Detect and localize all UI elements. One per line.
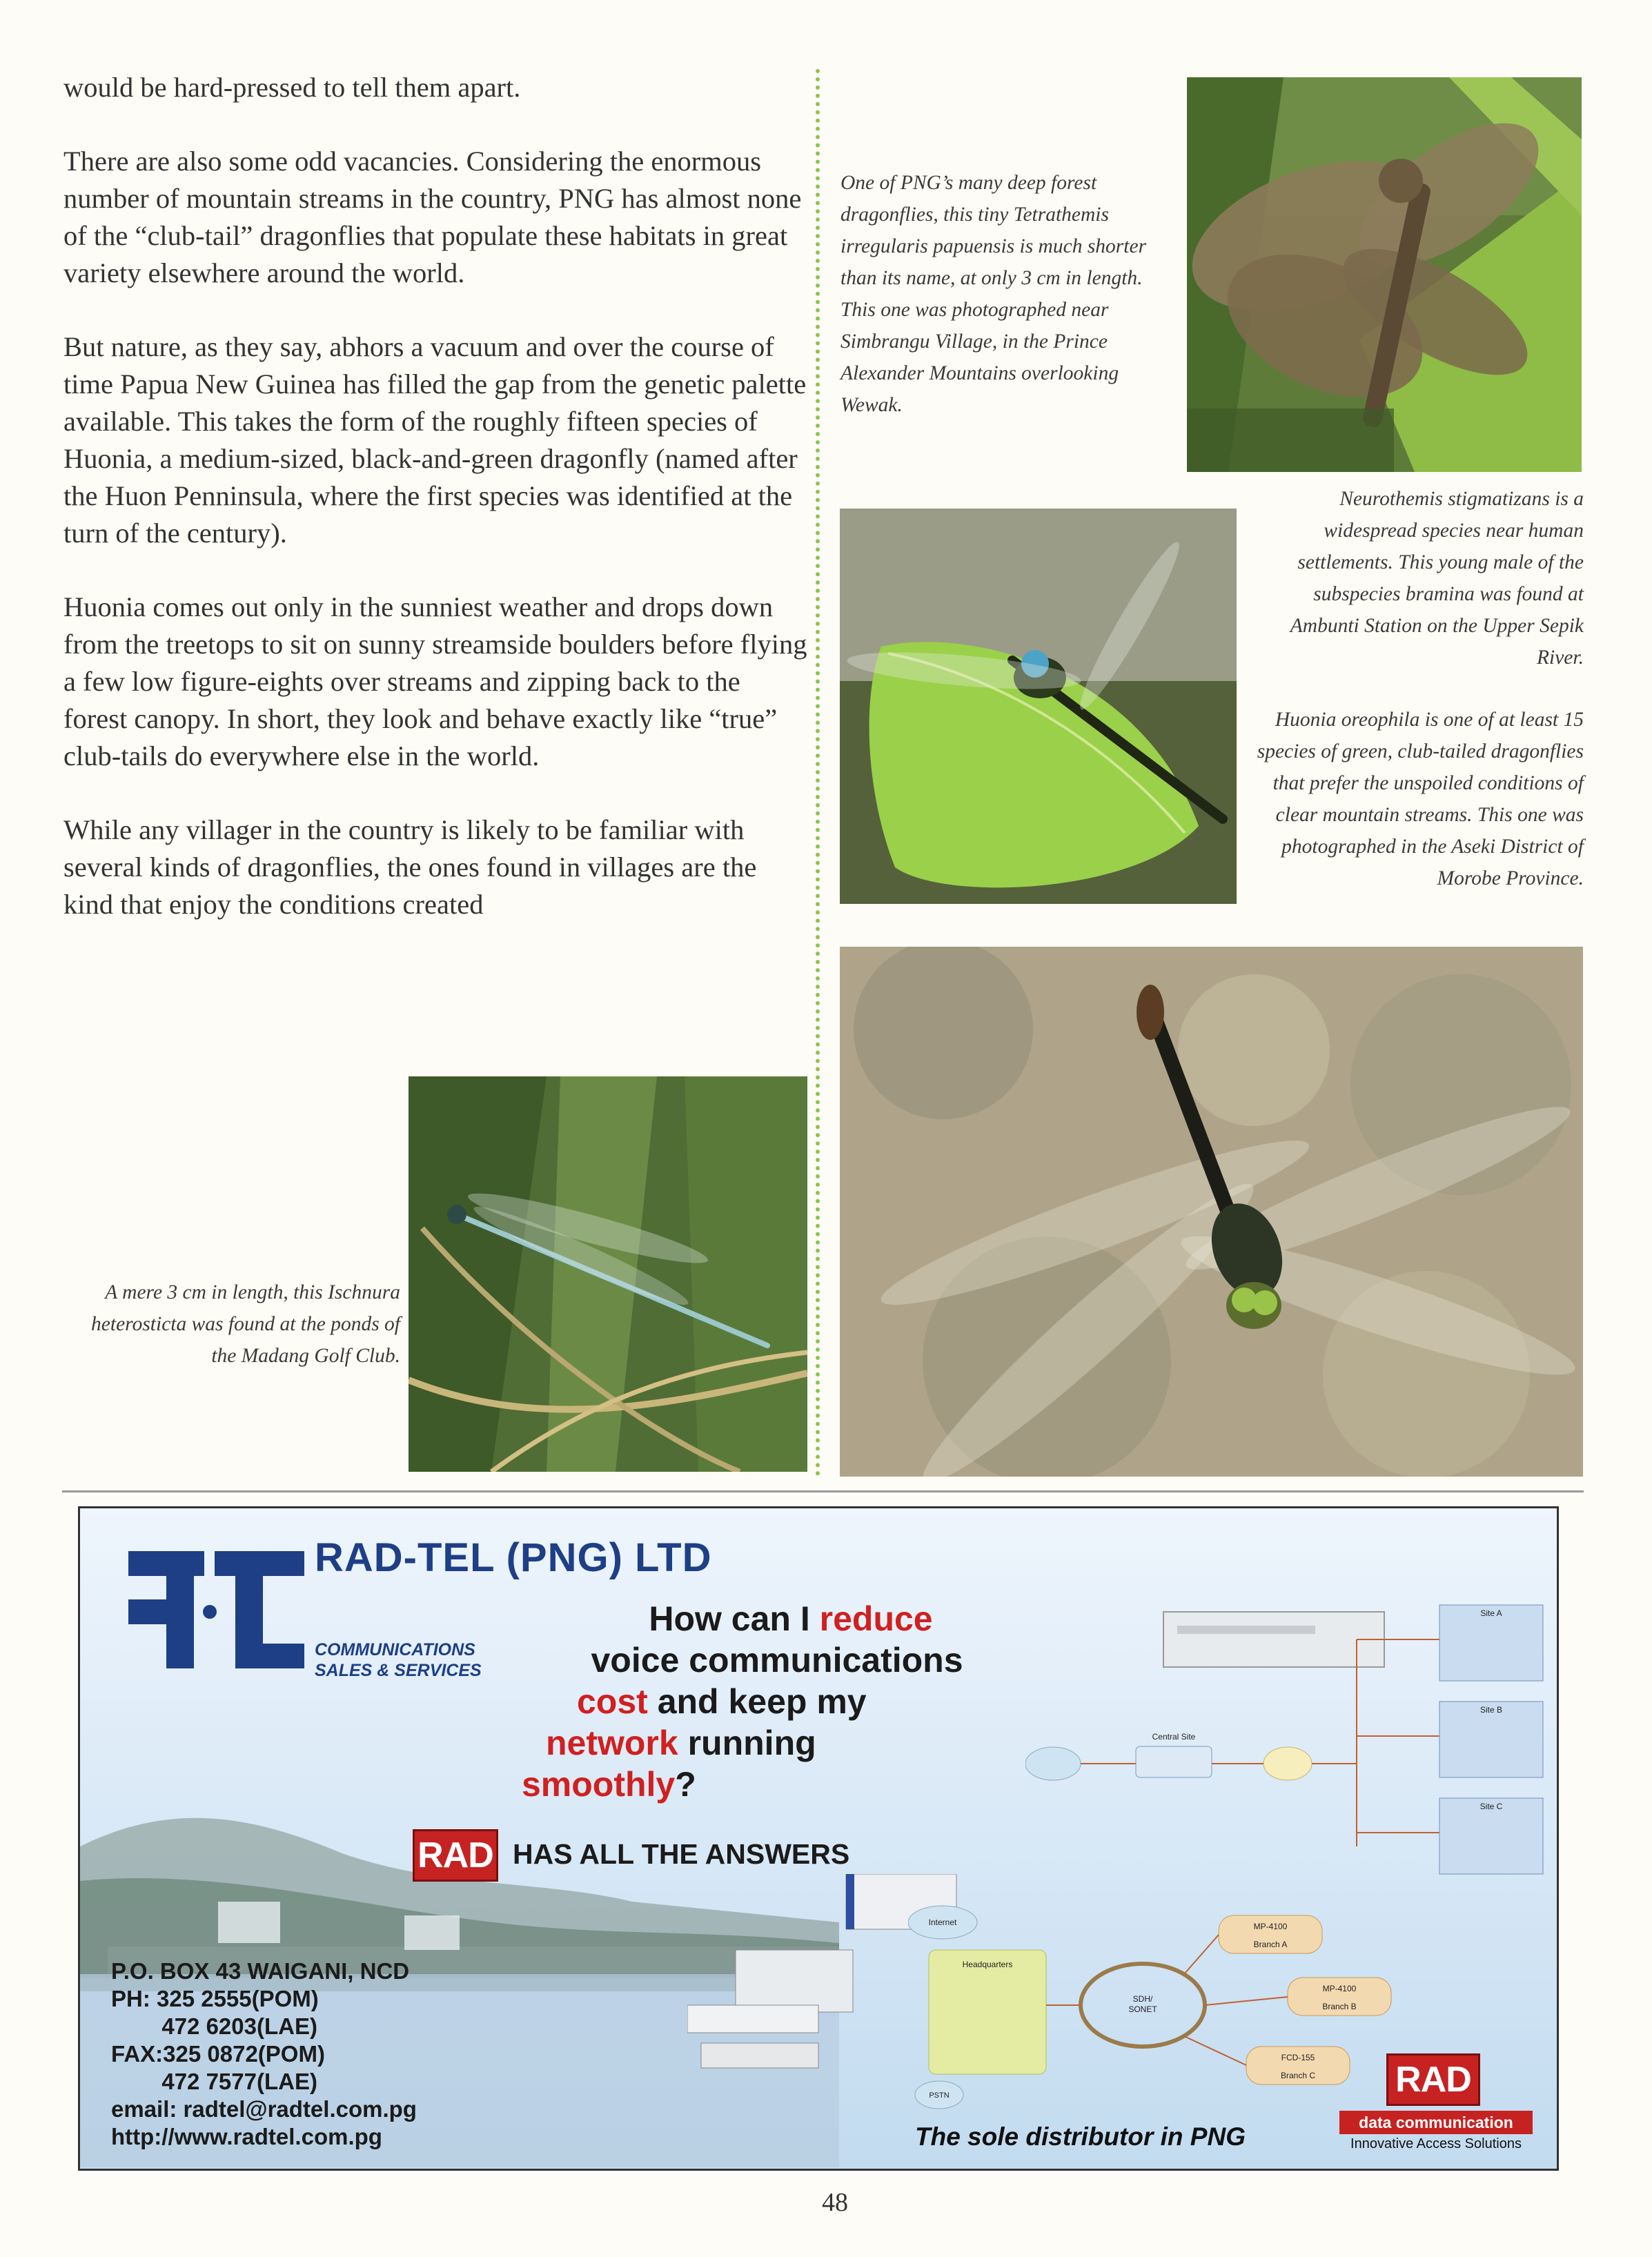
radtel-logo-mark xyxy=(115,1537,308,1675)
label-site-a: Site A xyxy=(1480,1608,1502,1618)
question-text-1a: How can I xyxy=(649,1599,820,1638)
article-body xyxy=(63,69,809,923)
label-mp4100-a: MP-4100 xyxy=(1253,1922,1288,1931)
label-pstn: PSTN xyxy=(929,2091,950,2100)
column-divider xyxy=(816,69,820,1477)
contact-line-3: 472 6203(LAE) xyxy=(111,2013,317,2039)
tagline-line-2: SALES & SERVICES xyxy=(315,1661,482,1680)
question-text-3b: and keep my xyxy=(647,1682,867,1721)
ad-question xyxy=(522,1598,1005,1805)
contact-email: email: radtel@radtel.com.pg xyxy=(111,2096,417,2122)
photo-neurothemis xyxy=(840,509,1237,904)
paragraph-1: would be hard-pressed to tell them apart. xyxy=(63,72,521,103)
question-text-2: voice communications xyxy=(591,1641,963,1679)
paragraph-5: While any villager in the country is likely to be familiar with several kinds of dragonflies, the ones found in villages are the kind that enjoy the conditions created xyxy=(63,814,757,920)
paragraph-3: But nature, as they say, abhors a vacuum and over the course of time Papua New Guinea has filled the gap from the genetic palette available. This takes the form of the roughly fifteen species of Huonia, a medium-sized, black-and-green dragonfly (named after the Huon Penninsula, where the first species was identified at the turn of the century). xyxy=(63,331,807,549)
question-text-4a: network xyxy=(546,1724,678,1762)
label-branch-c: Branch C xyxy=(1280,2071,1316,2080)
photo-huonia xyxy=(840,947,1583,1477)
company-name: RAD-TEL (PNG) LTD xyxy=(315,1535,712,1580)
question-text-5b: ? xyxy=(675,1765,696,1804)
rad-logo-bottom: RAD xyxy=(1386,2053,1480,2106)
contact-line-1: P.O. BOX 43 WAIGANI, NCD xyxy=(111,1958,410,1984)
label-central-site: Central Site xyxy=(1152,1732,1196,1742)
network-diagram-top xyxy=(1025,1598,1550,1881)
caption-tetrathemis: One of PNG’s many deep forest dragonflies, this tiny Tetrathemis irregularis papuensis is much shorter than its name, at only 3 cm in length. This one was photographed near Simbrangu Village, in the Prince Alexander Mountains overlooking Wewak. xyxy=(840,172,1147,416)
ad-separator xyxy=(62,1490,1584,1492)
label-branch-a: Branch A xyxy=(1253,1940,1288,1949)
question-text-3a: cost xyxy=(577,1682,648,1721)
paragraph-4: Huonia comes out only in the sunniest weather and drops down from the treetops to sit on sunny streamside boulders before flying a few low figure-eights over streams and zipping back to the forest canopy. In short, they look and behave exactly like “true” club-tails do everywhere else in the world. xyxy=(63,591,807,771)
photo-ischnura xyxy=(409,1076,807,1472)
label-mp4100-b: MP-4100 xyxy=(1322,1984,1357,1993)
label-site-b: Site B xyxy=(1479,1705,1503,1715)
label-site-c: Site C xyxy=(1479,1802,1503,1811)
label-internet: Internet xyxy=(928,1918,957,1927)
contact-details xyxy=(111,1958,417,2151)
question-text-4b: running xyxy=(678,1724,816,1762)
contact-website: http://www.radtel.com.pg xyxy=(111,2124,382,2149)
data-communication-bar: data communication xyxy=(1339,2111,1533,2134)
label-sdh: SDH/ xyxy=(1132,1994,1153,2004)
network-diagram-bottom xyxy=(908,1888,1433,2116)
tagline-line-1: COMMUNICATIONS xyxy=(315,1640,475,1659)
question-text-5a: smoothly xyxy=(522,1765,676,1804)
caption-neurothemis: Neurothemis stigmatizans is a widespread species near human settlements. This young male of the subspecies bramina was found at Ambunti Station on the Upper Sepik River. xyxy=(1290,488,1584,669)
ad-answers: HAS ALL THE ANSWERS xyxy=(513,1838,850,1870)
label-fcd155: FCD-155 xyxy=(1281,2053,1315,2062)
innovative-access-solutions: Innovative Access Solutions xyxy=(1350,2136,1522,2151)
caption-ischnura: A mere 3 cm in length, this Ischnura heterosticta was found at the ponds of the Madang Golf Club. xyxy=(91,1281,400,1367)
caption-huonia: Huonia oreophila is one of at least 15 species of green, club-tailed dragonflies that prefer the unspoiled conditions of clear mountain streams. This one was photographed in the Aseki District of Morobe Province. xyxy=(1257,709,1584,889)
radtel-advertisement xyxy=(78,1506,1559,2171)
contact-line-4: FAX:325 0872(POM) xyxy=(111,2041,325,2067)
photo-tetrathemis xyxy=(1187,77,1582,472)
contact-line-5: 472 7577(LAE) xyxy=(111,2069,317,2094)
radtel-logo xyxy=(115,1537,308,1675)
label-sonet: SONET xyxy=(1128,2004,1157,2014)
rad-logo: RAD xyxy=(413,1829,498,1882)
label-headquarters: Headquarters xyxy=(962,1960,1013,1969)
label-branch-b: Branch B xyxy=(1322,2002,1357,2011)
contact-line-2: PH: 325 2555(POM) xyxy=(111,1986,319,2011)
page-number: 48 xyxy=(822,2188,848,2217)
company-tagline xyxy=(315,1639,482,1681)
sole-distributor: The sole distributor in PNG xyxy=(915,2122,1246,2151)
paragraph-2: There are also some odd vacancies. Considering the enormous number of mountain streams in the country, PNG has almost none of the “club-tail” dragonflies that populate these habitats in great variety elsewhere around the world. xyxy=(63,146,802,288)
question-text-1b: reduce xyxy=(819,1599,933,1638)
